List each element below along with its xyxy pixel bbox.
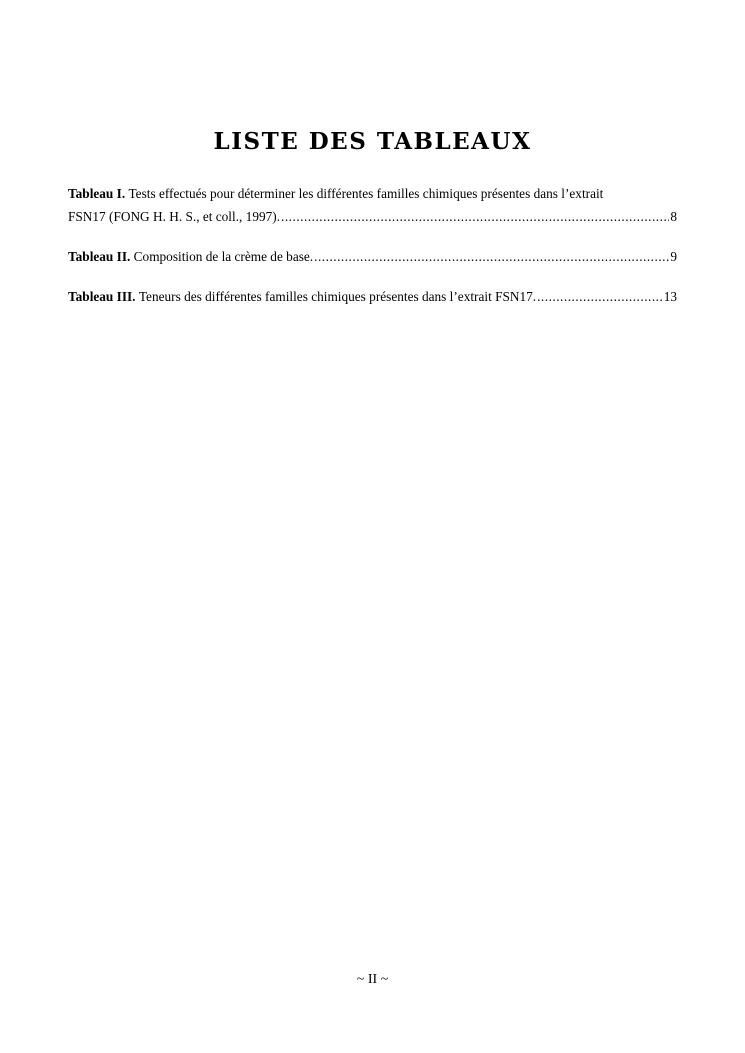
leader-dots [537,285,663,308]
entry-label: Tableau III. [68,289,136,304]
entry-text-continued: FSN17 (FONG H. H. S., et coll., 1997). [68,209,281,224]
page-number: 13 [663,289,677,304]
entry-label: Tableau I. [68,186,129,201]
list-item-tableau-1[interactable] [68,182,677,228]
page-number: 8 [670,209,677,224]
page-title: LISTE DES TABLEAUX [213,128,532,155]
entry-label: Tableau II. [68,249,131,264]
entry-text: Composition de la crème de base. [133,249,314,264]
page-number: 9 [670,249,677,264]
entry-line [68,245,677,268]
leader-dots [314,245,669,268]
table-list [68,182,677,325]
list-item-tableau-2[interactable] [68,245,677,268]
leader-dots [281,205,669,228]
entry-text: Tests effectués pour déterminer les différentes familles chimiques présentes dans l’extrait [128,186,604,201]
entry-line [68,205,677,228]
entry-text: Teneurs des différentes familles chimiques présentes dans l’extrait FSN17. [138,289,537,304]
page-footer: ~ II ~ [356,972,389,987]
entry-line [68,182,677,205]
entry-line [68,285,677,308]
list-item-tableau-3[interactable] [68,285,677,308]
